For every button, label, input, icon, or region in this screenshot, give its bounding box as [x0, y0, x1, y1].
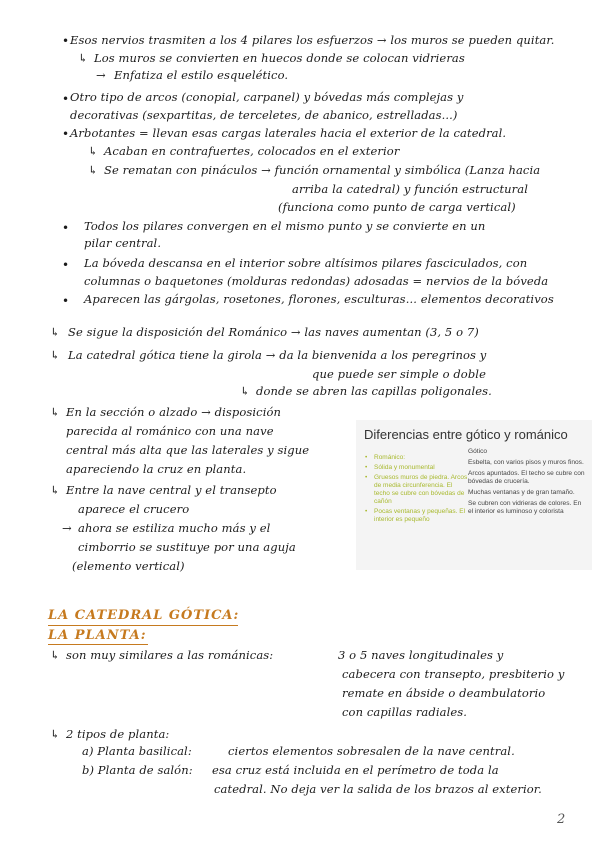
note-line: aparece el crucero	[78, 502, 190, 516]
heading-underline	[48, 625, 238, 626]
note-line: central más alta que las laterales y sigue	[66, 443, 310, 457]
gothic-item: Esbelta, con varios pisos y muros finos.	[468, 459, 584, 466]
note-line: Se sigue la disposición del Románico → las naves aumentan (3, 5 o 7)	[68, 325, 479, 339]
page-number: 2	[557, 812, 566, 827]
note-line: que puede ser simple o doble	[312, 367, 486, 381]
arrow-icon: ↳	[240, 384, 250, 398]
bullet: •	[62, 221, 70, 235]
note-line: (funciona como punto de carga vertical)	[278, 200, 516, 214]
note-line: arriba la catedral) y función estructural	[292, 182, 529, 196]
comparison-title: Diferencias entre gótico y románico	[364, 427, 568, 442]
note-line: 2 tipos de planta:	[66, 727, 170, 741]
romanesque-item: • Sólida y monumental	[364, 464, 468, 472]
note-line: b) Planta de salón:	[82, 763, 193, 777]
arrow-icon: ↳	[50, 405, 60, 419]
arrow-icon: ↳	[78, 51, 88, 65]
bullet: •	[62, 294, 70, 308]
heading-underline	[48, 644, 148, 645]
romanesque-item: • Gruesos muros de piedra. Arcos de media circunferencia. El techo se cubre con bóvedas de cañón	[364, 474, 468, 506]
note-line: Aparecen las gárgolas, rosetones, florones, esculturas... elementos decorativos	[84, 292, 554, 306]
note-line: Acaban en contrafuertes, colocados en el exterior	[104, 144, 400, 158]
arrow-icon: →	[96, 68, 106, 82]
note-line: ciertos elementos sobresalen de la nave central.	[228, 744, 515, 758]
romanesque-column	[364, 454, 468, 526]
note-line: columnas o baquetones (molduras redondas) adosadas = nervios de la bóveda	[84, 274, 549, 288]
gothic-item: Se cubren con vidrieras de colores. En el interior es luminoso y colorista	[468, 500, 582, 515]
gothic-item: Arcos apuntados. El techo se cubre con bóvedas de crucería.	[468, 470, 585, 485]
bullet: •	[62, 92, 70, 106]
note-line: parecida al románico con una nave	[66, 424, 274, 438]
note-line: Enfatiza el estilo esquelético.	[114, 68, 289, 82]
note-line: catedral. No deja ver la salida de los brazos al exterior.	[214, 782, 542, 796]
subsection-heading: LA PLANTA:	[48, 628, 147, 643]
note-line: En la sección o alzado → disposición	[66, 405, 282, 419]
romanesque-item: • Románico:	[364, 454, 468, 462]
note-line: Todos los pilares convergen en el mismo punto y se convierte en un	[84, 219, 486, 233]
note-line: 3 o 5 naves longitudinales y	[338, 648, 504, 662]
note-line: cimborrio se sustituye por una aguja	[78, 540, 296, 554]
comparison-card	[356, 420, 592, 570]
note-line: con capillas radiales.	[342, 705, 468, 719]
arrow-icon: →	[62, 521, 72, 535]
bullet: •	[62, 127, 70, 141]
note-line: cabecera con transepto, presbiterio y	[342, 667, 565, 681]
note-line: a) Planta basilical:	[82, 744, 192, 758]
note-line: Se rematan con pináculos → función ornamental y simbólica (Lanza hacia	[104, 163, 541, 177]
note-line: Otro tipo de arcos (conopial, carpanel) y bóvedas más complejas y	[70, 90, 464, 104]
note-line: Arbotantes = llevan esas cargas laterales hacia el exterior de la catedral.	[70, 126, 507, 140]
arrow-icon: ↳	[50, 727, 60, 741]
note-line: La catedral gótica tiene la girola → da la bienvenida a los peregrinos y	[68, 348, 487, 362]
arrow-icon: ↳	[50, 348, 60, 362]
note-line: son muy similares a las románicas:	[66, 648, 274, 662]
note-line: remate en ábside o deambulatorio	[342, 686, 546, 700]
note-line: Los muros se convierten en huecos donde se colocan vidrieras	[94, 51, 465, 65]
gothic-column	[468, 448, 588, 519]
note-line: apareciendo la cruz en planta.	[66, 462, 247, 476]
arrow-icon: ↳	[50, 483, 60, 497]
note-line: La bóveda descansa en el interior sobre altísimos pilares fasciculados, con	[84, 256, 528, 270]
note-line: donde se abren las capillas poligonales.	[256, 384, 492, 398]
bullet: •	[62, 34, 70, 48]
gothic-item: Gótico	[468, 448, 488, 455]
bullet: •	[62, 258, 70, 272]
arrow-icon: ↳	[50, 648, 60, 662]
gothic-item: Muchas ventanas y de gran tamaño.	[468, 489, 575, 496]
arrow-icon: ↳	[88, 163, 98, 177]
note-line: (elemento vertical)	[72, 559, 185, 573]
note-line: pilar central.	[84, 236, 162, 250]
romanesque-item: • Pocas ventanas y pequeñas. El interior es pequeño	[364, 508, 468, 524]
arrow-icon: ↳	[88, 144, 98, 158]
note-line: decorativas (sexpartitas, de terceletes, de abanico, estrelladas...)	[70, 108, 458, 122]
note-line: Entre la nave central y el transepto	[66, 483, 277, 497]
arrow-icon: ↳	[50, 325, 60, 339]
note-line: Esos nervios trasmiten a los 4 pilares los esfuerzos → los muros se pueden quitar.	[70, 33, 555, 47]
section-heading: LA CATEDRAL GÓTICA:	[48, 608, 240, 623]
note-line: esa cruz está incluida en el perímetro de toda la	[212, 763, 499, 777]
note-line: ahora se estiliza mucho más y el	[78, 521, 271, 535]
